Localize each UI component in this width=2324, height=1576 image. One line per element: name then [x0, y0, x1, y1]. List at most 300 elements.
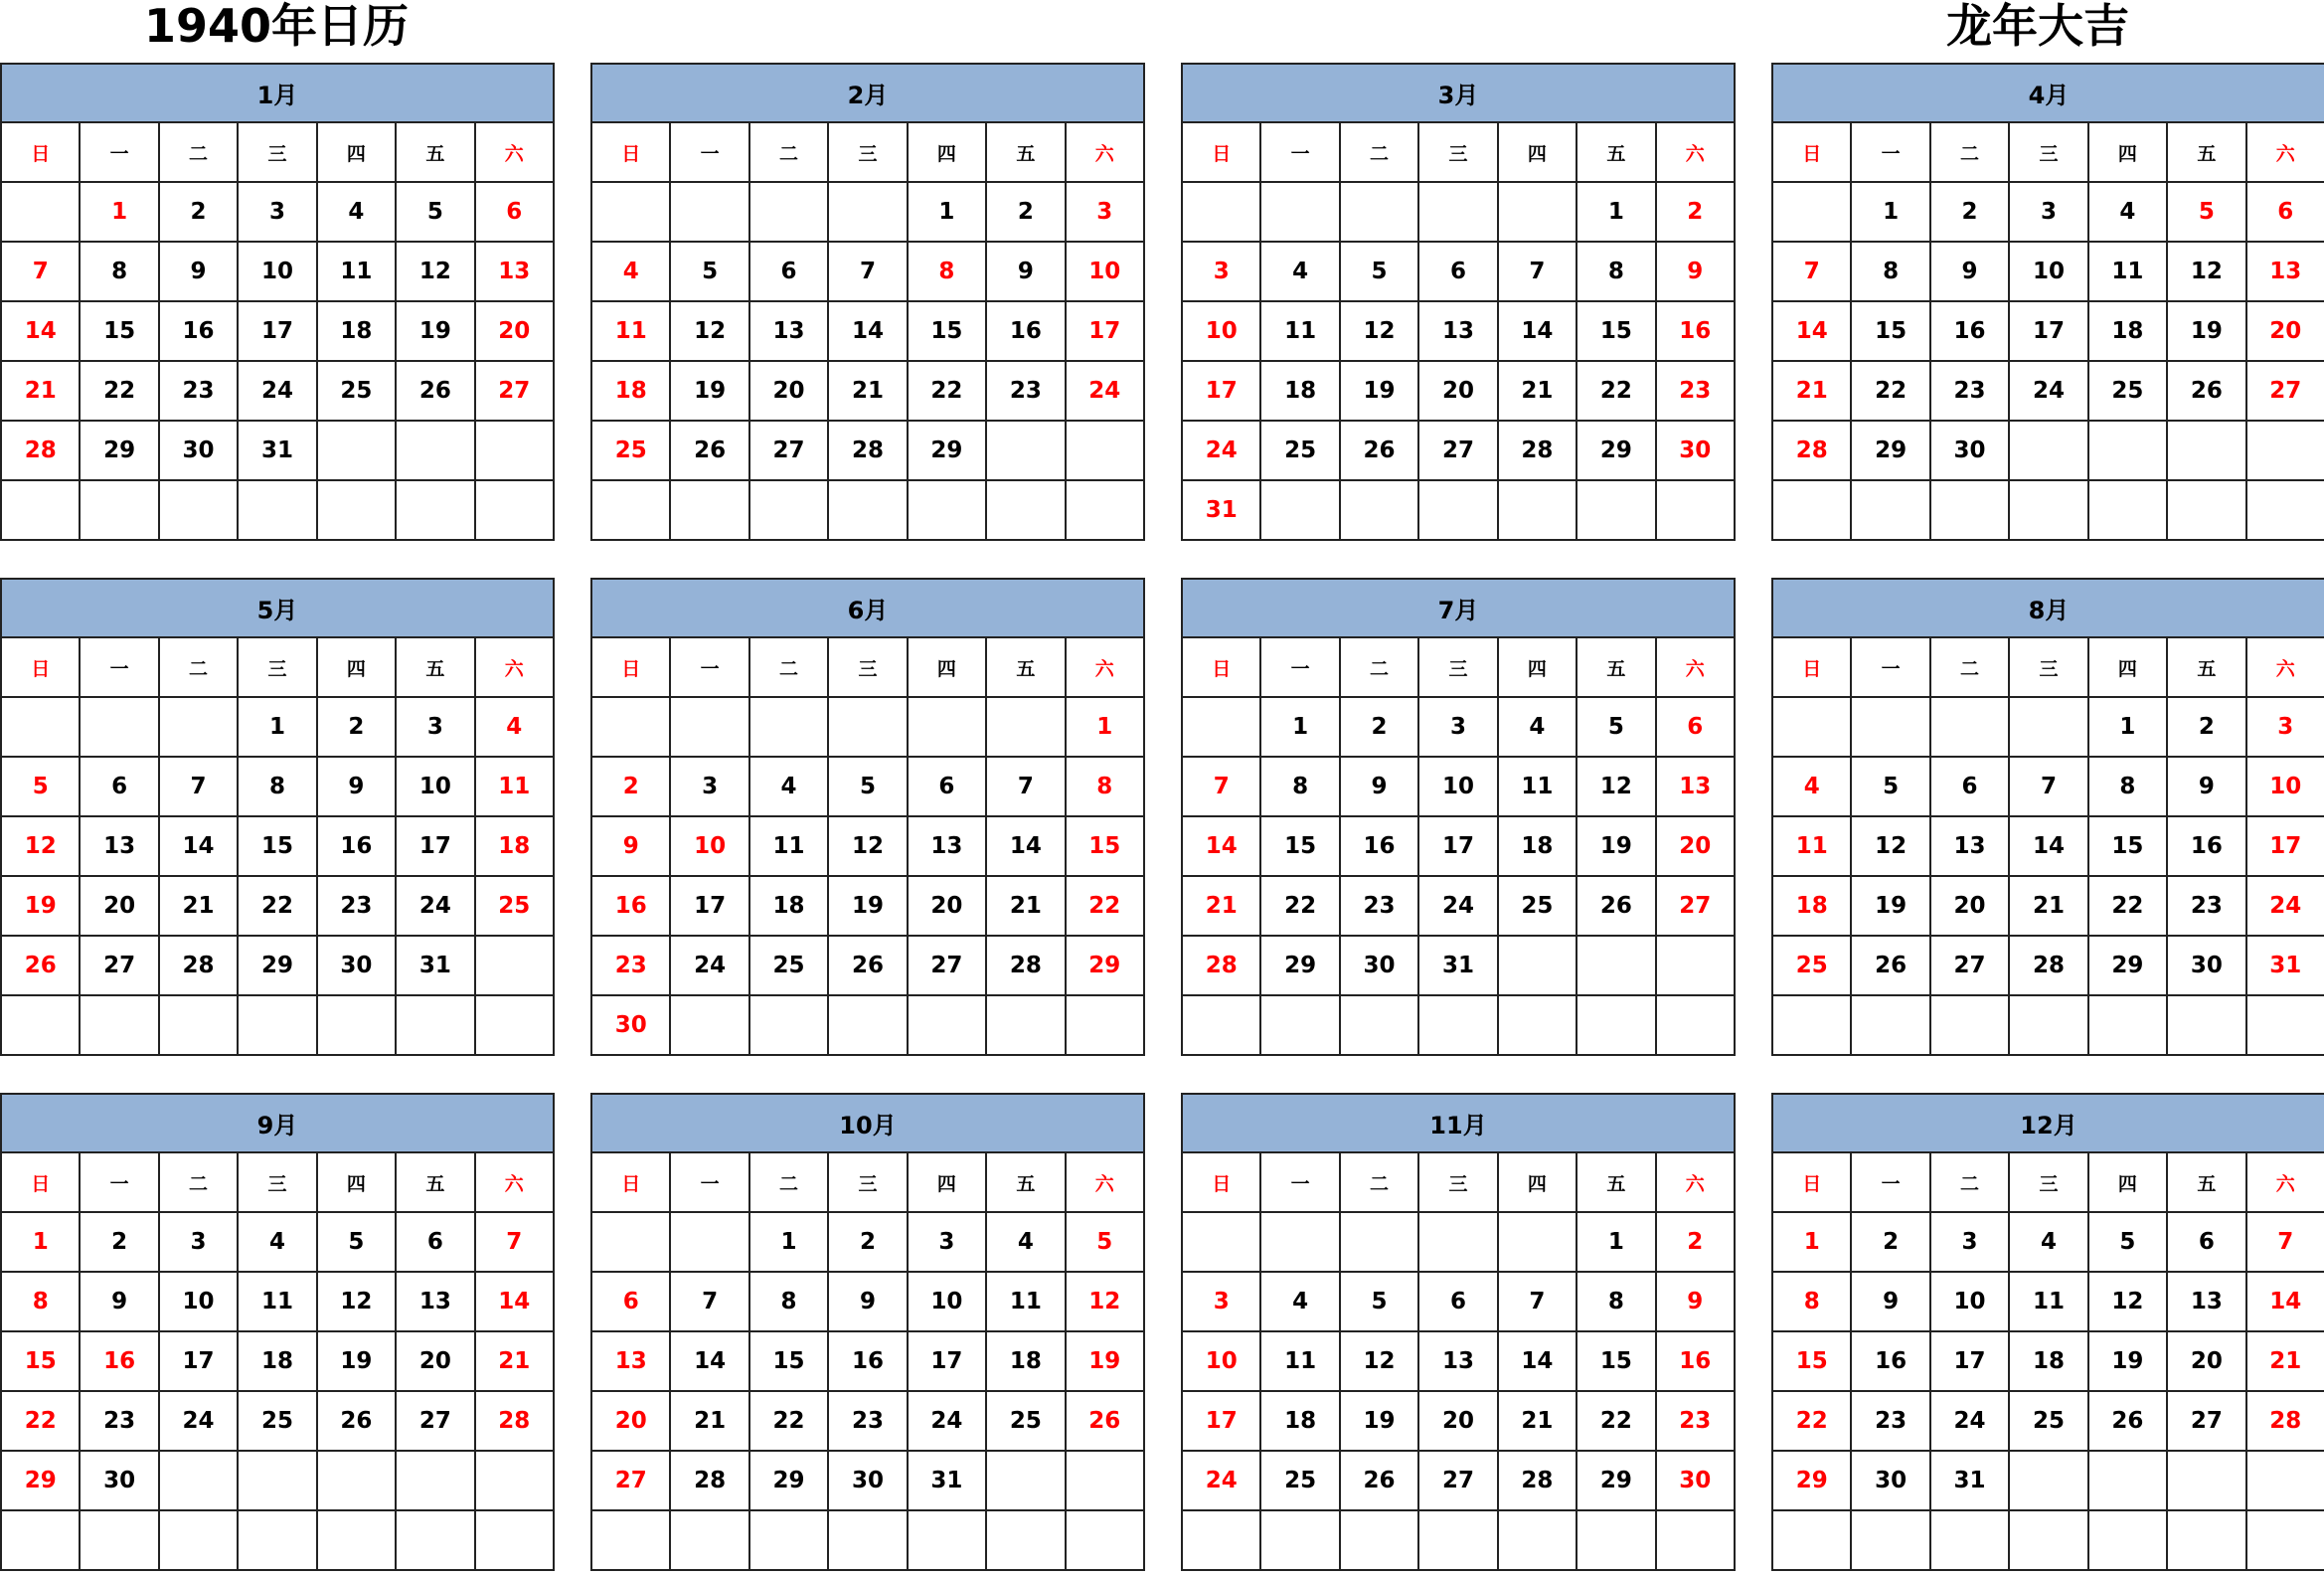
day-cell: 18 [591, 361, 670, 421]
day-cell: 9 [1340, 757, 1418, 816]
empty-cell [1498, 182, 1577, 242]
week-row [1182, 1391, 1735, 1451]
day-cell: 27 [1418, 1451, 1497, 1510]
empty-cell [2088, 421, 2167, 480]
day-cell: 23 [159, 361, 238, 421]
day-cell: 8 [749, 1272, 828, 1331]
week-row [1772, 936, 2324, 995]
day-cell: 2 [159, 182, 238, 242]
empty-cell [2009, 1451, 2087, 1510]
empty-cell [986, 697, 1065, 757]
week-row [591, 1331, 1144, 1391]
day-cell: 20 [908, 876, 986, 936]
day-cell: 9 [1656, 242, 1735, 301]
day-cell: 28 [670, 1451, 748, 1510]
empty-cell [2167, 1510, 2245, 1570]
empty-cell [2167, 995, 2245, 1055]
empty-cell [80, 1510, 158, 1570]
weekday-label: 四 [317, 122, 396, 182]
empty-cell [1772, 1510, 1851, 1570]
calendar-title: 1940年日历 [144, 0, 410, 53]
day-cell: 16 [1656, 1331, 1735, 1391]
day-cell: 3 [1418, 697, 1497, 757]
day-cell: 8 [1066, 757, 1144, 816]
day-cell: 3 [1930, 1212, 2009, 1272]
day-cell: 20 [591, 1391, 670, 1451]
day-cell: 9 [1930, 242, 2009, 301]
day-cell: 30 [1930, 421, 2009, 480]
day-cell: 6 [396, 1212, 474, 1272]
day-cell: 8 [1260, 757, 1339, 816]
day-cell: 4 [475, 697, 554, 757]
weekday-row [1, 637, 554, 697]
day-cell: 9 [591, 816, 670, 876]
weekday-label: 二 [749, 637, 828, 697]
day-cell: 24 [1066, 361, 1144, 421]
day-cell: 31 [1418, 936, 1497, 995]
week-row [1772, 182, 2324, 242]
empty-cell [396, 995, 474, 1055]
empty-cell [591, 480, 670, 540]
day-cell: 9 [2167, 757, 2245, 816]
empty-cell [475, 1451, 554, 1510]
day-cell: 20 [1418, 361, 1497, 421]
week-row [1, 1212, 554, 1272]
weekday-row [1772, 122, 2324, 182]
weekday-label: 六 [2246, 122, 2324, 182]
day-cell: 13 [396, 1272, 474, 1331]
weekday-label: 二 [1930, 637, 2009, 697]
week-row [1182, 301, 1735, 361]
weekday-label: 一 [670, 637, 748, 697]
day-cell: 7 [159, 757, 238, 816]
day-cell: 20 [1418, 1391, 1497, 1451]
empty-cell [1498, 936, 1577, 995]
day-cell: 10 [1182, 1331, 1260, 1391]
day-cell: 25 [749, 936, 828, 995]
day-cell: 24 [1182, 421, 1260, 480]
empty-cell [1577, 936, 1655, 995]
empty-cell [1182, 182, 1260, 242]
empty-cell [2246, 421, 2324, 480]
weekday-label: 四 [908, 1152, 986, 1212]
month-table [1181, 1093, 1736, 1571]
week-row [1182, 876, 1735, 936]
day-cell: 16 [1656, 301, 1735, 361]
weekday-label: 六 [1656, 637, 1735, 697]
weekday-row [1182, 637, 1735, 697]
day-cell: 9 [828, 1272, 907, 1331]
empty-cell [1340, 182, 1418, 242]
month-calendar [1771, 63, 2324, 541]
weekday-label: 六 [475, 637, 554, 697]
day-cell: 7 [1, 242, 80, 301]
day-cell: 9 [317, 757, 396, 816]
day-cell: 7 [1772, 242, 1851, 301]
day-cell: 30 [2167, 936, 2245, 995]
day-cell: 5 [1577, 697, 1655, 757]
weekday-label: 三 [238, 1152, 316, 1212]
week-row [591, 936, 1144, 995]
day-cell: 15 [1, 1331, 80, 1391]
day-cell: 4 [986, 1212, 1065, 1272]
day-cell: 28 [986, 936, 1065, 995]
day-cell: 23 [1656, 1391, 1735, 1451]
empty-cell [1656, 936, 1735, 995]
day-cell: 22 [1577, 1391, 1655, 1451]
empty-cell [1066, 995, 1144, 1055]
day-cell: 21 [159, 876, 238, 936]
day-cell: 12 [317, 1272, 396, 1331]
day-cell: 29 [908, 421, 986, 480]
day-cell: 11 [591, 301, 670, 361]
empty-cell [2088, 1451, 2167, 1510]
empty-cell [2009, 995, 2087, 1055]
day-cell: 26 [1, 936, 80, 995]
day-cell: 28 [1498, 1451, 1577, 1510]
day-cell: 15 [1851, 301, 1929, 361]
week-row [1182, 816, 1735, 876]
week-row [1, 1510, 554, 1570]
day-cell: 12 [1, 816, 80, 876]
day-cell: 13 [749, 301, 828, 361]
day-cell: 21 [475, 1331, 554, 1391]
empty-cell [159, 1451, 238, 1510]
day-cell: 19 [1851, 876, 1929, 936]
day-cell: 18 [317, 301, 396, 361]
day-cell: 3 [2246, 697, 2324, 757]
empty-cell [749, 182, 828, 242]
day-cell: 3 [396, 697, 474, 757]
week-row [1772, 1510, 2324, 1570]
empty-cell [1340, 1510, 1418, 1570]
day-cell: 9 [1656, 1272, 1735, 1331]
weekday-label: 二 [1930, 122, 2009, 182]
week-row [1772, 421, 2324, 480]
empty-cell [475, 995, 554, 1055]
week-row [1772, 1212, 2324, 1272]
day-cell: 3 [2009, 182, 2087, 242]
empty-cell [670, 182, 748, 242]
day-cell: 29 [238, 936, 316, 995]
day-cell: 26 [670, 421, 748, 480]
empty-cell [1930, 480, 2009, 540]
day-cell: 11 [986, 1272, 1065, 1331]
day-cell: 7 [1498, 1272, 1577, 1331]
weekday-label: 四 [1498, 637, 1577, 697]
week-row [1772, 361, 2324, 421]
week-row [1182, 361, 1735, 421]
day-cell: 3 [1066, 182, 1144, 242]
weekday-label: 一 [1260, 122, 1339, 182]
day-cell: 22 [1260, 876, 1339, 936]
day-cell: 15 [1066, 816, 1144, 876]
day-cell: 14 [986, 816, 1065, 876]
day-cell: 4 [591, 242, 670, 301]
day-cell: 26 [828, 936, 907, 995]
weekday-label: 四 [2088, 1152, 2167, 1212]
weekday-label: 日 [1772, 1152, 1851, 1212]
week-row [591, 421, 1144, 480]
weekday-label: 四 [908, 122, 986, 182]
day-cell: 23 [80, 1391, 158, 1451]
day-cell: 21 [1772, 361, 1851, 421]
day-cell: 12 [1340, 301, 1418, 361]
day-cell: 1 [80, 182, 158, 242]
day-cell: 30 [828, 1451, 907, 1510]
day-cell: 11 [317, 242, 396, 301]
empty-cell [317, 421, 396, 480]
empty-cell [828, 1510, 907, 1570]
weekday-label: 日 [1, 122, 80, 182]
day-cell: 6 [591, 1272, 670, 1331]
empty-cell [670, 1510, 748, 1570]
day-cell: 13 [2167, 1272, 2245, 1331]
weekday-row [1182, 1152, 1735, 1212]
weekday-label: 日 [591, 1152, 670, 1212]
empty-cell [1851, 1510, 1929, 1570]
empty-cell [238, 1510, 316, 1570]
week-row [591, 816, 1144, 876]
day-cell: 22 [1066, 876, 1144, 936]
day-cell: 11 [1260, 1331, 1339, 1391]
day-cell: 13 [1418, 1331, 1497, 1391]
empty-cell [159, 1510, 238, 1570]
month-table [590, 578, 1145, 1056]
month-calendar [590, 63, 1145, 541]
weekday-label: 四 [317, 1152, 396, 1212]
empty-cell [1260, 995, 1339, 1055]
day-cell: 6 [2246, 182, 2324, 242]
empty-cell [2167, 480, 2245, 540]
day-cell: 30 [80, 1451, 158, 1510]
empty-cell [908, 1510, 986, 1570]
weekday-label: 六 [1656, 1152, 1735, 1212]
day-cell: 11 [2009, 1272, 2087, 1331]
month-table [1181, 578, 1736, 1056]
day-cell: 23 [1340, 876, 1418, 936]
day-cell: 19 [828, 876, 907, 936]
weekday-label: 六 [1066, 122, 1144, 182]
week-row [1, 757, 554, 816]
day-cell: 16 [317, 816, 396, 876]
empty-cell [317, 995, 396, 1055]
day-cell: 27 [1930, 936, 2009, 995]
day-cell: 23 [1851, 1391, 1929, 1451]
empty-cell [1851, 480, 1929, 540]
weekday-label: 五 [2167, 122, 2245, 182]
day-cell: 14 [2246, 1272, 2324, 1331]
day-cell: 19 [1066, 1331, 1144, 1391]
week-row [1, 936, 554, 995]
week-row [1772, 1391, 2324, 1451]
day-cell: 2 [1656, 1212, 1735, 1272]
calendar-slogan: 龙年大吉 [1946, 0, 2129, 53]
empty-cell [238, 1451, 316, 1510]
day-cell: 16 [986, 301, 1065, 361]
weekday-label: 日 [1182, 122, 1260, 182]
day-cell: 8 [908, 242, 986, 301]
empty-cell [1772, 182, 1851, 242]
day-cell: 9 [80, 1272, 158, 1331]
weekday-label: 五 [1577, 637, 1655, 697]
day-cell: 31 [1930, 1451, 2009, 1510]
week-row [1772, 876, 2324, 936]
day-cell: 17 [396, 816, 474, 876]
week-row [1, 182, 554, 242]
day-cell: 26 [2167, 361, 2245, 421]
day-cell: 17 [2246, 816, 2324, 876]
day-cell: 6 [1656, 697, 1735, 757]
empty-cell [1930, 1510, 2009, 1570]
day-cell: 4 [2088, 182, 2167, 242]
weekday-label: 六 [2246, 637, 2324, 697]
day-cell: 29 [2088, 936, 2167, 995]
week-row [1182, 757, 1735, 816]
week-row [1182, 1510, 1735, 1570]
day-cell: 12 [670, 301, 748, 361]
empty-cell [396, 1510, 474, 1570]
day-cell: 27 [591, 1451, 670, 1510]
day-cell: 15 [238, 816, 316, 876]
weekday-label: 五 [1577, 122, 1655, 182]
week-row [1, 876, 554, 936]
week-row [1772, 1272, 2324, 1331]
day-cell: 26 [1577, 876, 1655, 936]
day-cell: 12 [1577, 757, 1655, 816]
day-cell: 18 [1260, 1391, 1339, 1451]
day-cell: 2 [1851, 1212, 1929, 1272]
weekday-label: 三 [1418, 1152, 1497, 1212]
empty-cell [1182, 1510, 1260, 1570]
week-row [1182, 1451, 1735, 1510]
day-cell: 31 [2246, 936, 2324, 995]
empty-cell [80, 995, 158, 1055]
empty-cell [828, 182, 907, 242]
empty-cell [1498, 1510, 1577, 1570]
empty-cell [2167, 421, 2245, 480]
day-cell: 4 [2009, 1212, 2087, 1272]
week-row [1, 816, 554, 876]
day-cell: 6 [80, 757, 158, 816]
day-cell: 7 [1182, 757, 1260, 816]
empty-cell [396, 1451, 474, 1510]
empty-cell [2009, 480, 2087, 540]
weekday-label: 一 [1260, 1152, 1339, 1212]
day-cell: 21 [2246, 1331, 2324, 1391]
week-row [1182, 1272, 1735, 1331]
week-row [1772, 1451, 2324, 1510]
weekday-label: 三 [2009, 1152, 2087, 1212]
day-cell: 28 [1772, 421, 1851, 480]
weekday-row [591, 1152, 1144, 1212]
day-cell: 3 [238, 182, 316, 242]
empty-cell [1851, 697, 1929, 757]
day-cell: 3 [159, 1212, 238, 1272]
weekday-label: 二 [1340, 1152, 1418, 1212]
day-cell: 24 [908, 1391, 986, 1451]
weekday-label: 三 [2009, 122, 2087, 182]
day-cell: 29 [80, 421, 158, 480]
empty-cell [749, 697, 828, 757]
empty-cell [986, 1510, 1065, 1570]
weekday-label: 六 [2246, 1152, 2324, 1212]
day-cell: 28 [1, 421, 80, 480]
day-cell: 21 [2009, 876, 2087, 936]
weekday-row [1182, 122, 1735, 182]
weekday-row [1, 122, 554, 182]
weekday-label: 二 [159, 1152, 238, 1212]
day-cell: 12 [1851, 816, 1929, 876]
day-cell: 12 [1340, 1331, 1418, 1391]
empty-cell [2167, 1451, 2245, 1510]
empty-cell [828, 480, 907, 540]
day-cell: 20 [1930, 876, 2009, 936]
empty-cell [1182, 697, 1260, 757]
weekday-label: 三 [828, 1152, 907, 1212]
weekday-label: 一 [1851, 122, 1929, 182]
day-cell: 2 [828, 1212, 907, 1272]
empty-cell [1340, 480, 1418, 540]
day-cell: 11 [238, 1272, 316, 1331]
weekday-label: 三 [1418, 122, 1497, 182]
day-cell: 14 [1498, 301, 1577, 361]
day-cell: 29 [1260, 936, 1339, 995]
weekday-label: 五 [2167, 1152, 2245, 1212]
week-row [591, 361, 1144, 421]
empty-cell [1772, 480, 1851, 540]
day-cell: 10 [1182, 301, 1260, 361]
empty-cell [1260, 1212, 1339, 1272]
day-cell: 13 [80, 816, 158, 876]
day-cell: 30 [317, 936, 396, 995]
empty-cell [1182, 995, 1260, 1055]
day-cell: 24 [159, 1391, 238, 1451]
day-cell: 17 [1182, 1391, 1260, 1451]
day-cell: 24 [1930, 1391, 2009, 1451]
week-row [591, 242, 1144, 301]
day-cell: 12 [2167, 242, 2245, 301]
day-cell: 18 [2009, 1331, 2087, 1391]
day-cell: 1 [2088, 697, 2167, 757]
empty-cell [2088, 480, 2167, 540]
month-title: 5月 [1, 579, 554, 637]
weekday-label: 日 [591, 637, 670, 697]
empty-cell [591, 697, 670, 757]
day-cell: 21 [1498, 1391, 1577, 1451]
week-row [1, 480, 554, 540]
day-cell: 22 [749, 1391, 828, 1451]
day-cell: 19 [2088, 1331, 2167, 1391]
weekday-row [1772, 1152, 2324, 1212]
day-cell: 28 [1498, 421, 1577, 480]
day-cell: 31 [1182, 480, 1260, 540]
week-row [1, 301, 554, 361]
empty-cell [2009, 1510, 2087, 1570]
week-row [591, 301, 1144, 361]
empty-cell [1577, 995, 1655, 1055]
day-cell: 4 [317, 182, 396, 242]
empty-cell [1066, 480, 1144, 540]
empty-cell [1418, 182, 1497, 242]
day-cell: 25 [2088, 361, 2167, 421]
day-cell: 16 [591, 876, 670, 936]
day-cell: 26 [1340, 421, 1418, 480]
weekday-label: 五 [2167, 637, 2245, 697]
day-cell: 13 [908, 816, 986, 876]
day-cell: 30 [1851, 1451, 1929, 1510]
day-cell: 18 [1260, 361, 1339, 421]
